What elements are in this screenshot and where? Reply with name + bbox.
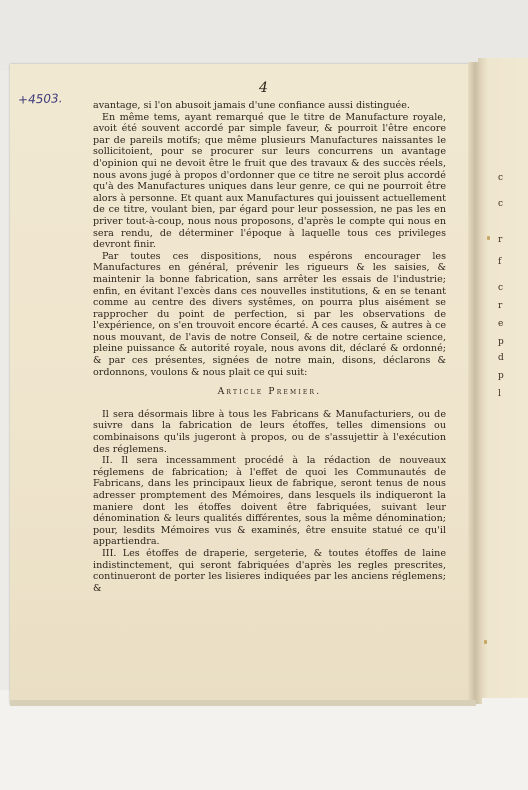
article-paragraph: II. Il sera incessamment procédé à la rédaction de nouveaux réglemens de fabrication; à l'effet de quoi les Communautés de Fabricans, dans les principaux lieux de fabrique, seront tenus de nous adresser promptement des Mémoires, dans lesquels ils indiqueront la maniere dont les étoffes doivent être fabriquées, suivant leur dénomination & leurs qualités différentes, sous la même dénomination; pour, lesdits Mémoires vus & examinés, être ensuite statué ce qu'il appartiendra. — [93, 455, 446, 548]
facing-page-fragment: c — [498, 283, 504, 293]
facing-page — [478, 58, 528, 698]
facing-page-fragment: r — [498, 301, 503, 311]
facing-page-fragment: c — [498, 199, 504, 209]
page-number: 4 — [259, 80, 268, 96]
preamble-paragraph: avantage, si l'on abusoit jamais d'une confiance aussi distinguée. — [93, 100, 410, 111]
page-body — [93, 100, 446, 594]
facing-page-fragment: c — [498, 173, 504, 183]
wormhole-mark — [487, 236, 490, 240]
facing-page-fragment: r — [498, 235, 503, 245]
handwritten-inventory-number: +4503. — [17, 91, 63, 107]
page-gutter — [468, 62, 482, 704]
article-paragraph: Il sera désormais libre à tous les Fabricans & Manufacturiers, ou de suivre dans la fabrication de leurs étoffes, telles dimensions ou combinaisons qu'ils jugeront à propos, ou de s'assujettir à l'exécution des réglemens. — [93, 408, 446, 455]
facing-page-fragment: p — [498, 337, 504, 347]
page-bottom-edge — [10, 700, 476, 706]
preamble-paragraph: En même tems, ayant remarqué que le titre de Manufacture royale, avoit été souvent accordé par simple faveur, & pourroit l'être encore par de pareils motifs; que même plusieurs Manufactures naissantes le sollicitoient, pour se procurer sur leurs concurrens un avantage d'opinion qui ne devoit être le fruit que des travaux & des succès réels, nous avons jugé à propos d'ordonner que ce titre ne seroit plus accordé qu'à des Manufactures uniques dans leur genre, ce qui ne pourroit être alors à personne. Et quant aux Manufactures qui jouissent actuellement de ce titre, voulant bien, par égard pour leur possession, ne pas les en priver tout-à-coup, nous nous proposons, d'après le compte qui nous en sera rendu, de déterminer l'époque à laquelle tous ces privileges devront finir. — [93, 111, 446, 251]
facing-page-fragment: e — [498, 319, 504, 329]
wormhole-mark — [484, 640, 487, 644]
article-heading: Article Premier. — [217, 387, 322, 398]
facing-page-fragment: f — [498, 257, 502, 267]
facing-page-fragment: d — [498, 353, 504, 363]
article-paragraph: III. Les étoffes de draperie, sergeterie, & toutes étoffes de laine indistinctement, qui seront fabriquées d'après les regles prescrites, continueront de porter les lisieres indiquées par les anciens réglemens; & — [93, 547, 446, 594]
preamble-paragraph: Par toutes ces dispositions, nous espérons encourager les Manufactures en général, prévenir les rigueurs & les saisies, & maintenir la bonne fabrication, sans arrêter les essais de l'industrie; enfin, en évitant l'excès dans ces nouvelles institutions, & en se tenant comme au centre des divers systêmes, on pourra plus aisément se rapprocher du point de perfection, si par les observations de l'expérience, on s'en trouvoit encore écarté. A ces causes, & autres à ce nous mouvant, de l'avis de notre Conseil, & de notre certaine science, pleine puissance & autorité royale, nous avons dit, déclaré & ordonné; & par ces présentes, signées de notre main, disons, déclarons & ordonnons, voulons & nous plait ce qui suit: — [93, 250, 446, 378]
background-top — [0, 0, 528, 70]
facing-page-fragment: l — [498, 389, 501, 399]
facing-page-fragment: p — [498, 371, 504, 381]
